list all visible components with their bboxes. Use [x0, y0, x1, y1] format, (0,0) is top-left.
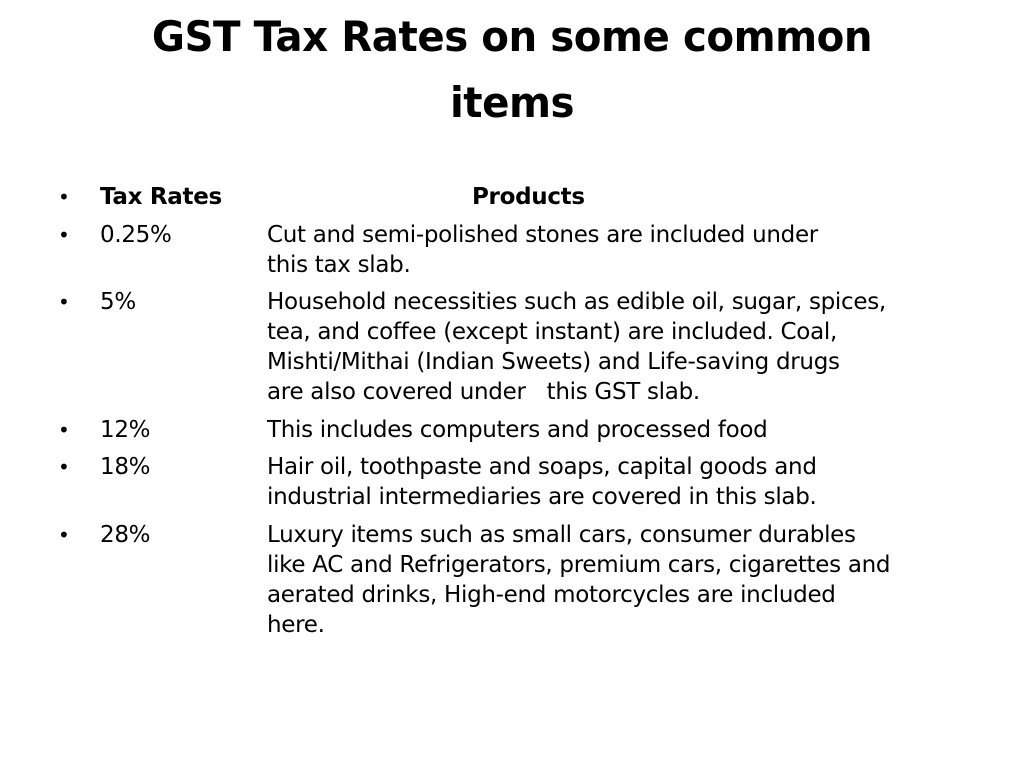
description-line: This includes computers and processed food — [267, 417, 768, 443]
slide-title-line-2: items — [449, 78, 575, 127]
products-header: Products — [472, 184, 585, 210]
description-line: Mishti/Mithai (Indian Sweets) and Life-saving drugs — [267, 349, 840, 375]
product-description — [267, 287, 967, 407]
tax-rate: 28% — [100, 522, 151, 548]
product-description — [267, 452, 967, 512]
description-line: are also covered under this GST slab. — [267, 379, 700, 405]
bullet-icon: • — [58, 455, 70, 479]
bullet-icon: • — [58, 418, 70, 442]
description-line: Hair oil, toothpaste and soaps, capital goods and — [267, 454, 817, 480]
description-line: Household necessities such as edible oil, sugar, spices, — [267, 289, 886, 315]
description-line: like AC and Refrigerators, premium cars, cigarettes and — [267, 552, 891, 578]
bullet-icon: • — [58, 523, 70, 547]
description-line: aerated drinks, High-end motorcycles are included — [267, 582, 836, 608]
product-description — [267, 415, 967, 445]
bullet-icon: • — [58, 290, 70, 314]
tax-rate: 12% — [100, 417, 151, 443]
tax-rate: 18% — [100, 454, 151, 480]
description-line: here. — [267, 612, 325, 638]
description-line: tea, and coffee (except instant) are included. Coal, — [267, 319, 837, 345]
bullet-icon: • — [58, 223, 70, 247]
description-line: this tax slab. — [267, 252, 411, 278]
product-description — [267, 520, 967, 640]
tax-rates-header: Tax Rates — [100, 184, 222, 210]
description-line: industrial intermediaries are covered in this slab. — [267, 484, 817, 510]
description-line: Cut and semi-polished stones are included under — [267, 222, 818, 248]
slide-title-line-1: GST Tax Rates on some common — [151, 12, 873, 61]
description-line: Luxury items such as small cars, consumer durables — [267, 522, 856, 548]
tax-rate: 0.25% — [100, 222, 172, 248]
tax-rate: 5% — [100, 289, 136, 315]
bullet-icon: • — [58, 185, 70, 209]
product-description — [267, 220, 967, 280]
